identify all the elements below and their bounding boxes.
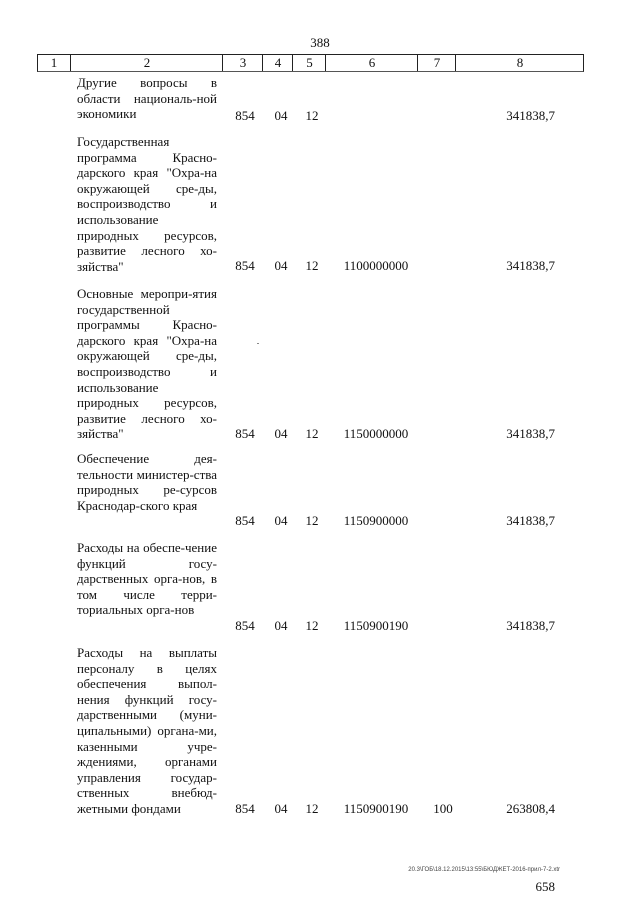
cell-col-6: 1150900000 xyxy=(343,513,409,528)
header-col-5: 5 xyxy=(292,55,326,71)
cell-col-5: 12 xyxy=(305,513,319,528)
cell-col-7: 100 xyxy=(433,801,453,816)
cell-col-5: 12 xyxy=(305,426,319,441)
cell-col-6: 1150900190 xyxy=(343,618,409,633)
cell-col-6 xyxy=(330,108,422,124)
cell-col-8: 341838,7 xyxy=(506,108,555,123)
cell-col-4: 04 xyxy=(274,618,288,633)
row-description: Основные меропри-ятия государственной программы Красно-дарского края "Охра-на окружающей сре-ды, воспроизводство и использование природных ресурсов, развитие лесного хо-зяйства" xyxy=(77,286,217,442)
row-description: Расходы на обеспе-чение функций госу-дарственных орга-нов, в том числе терри-ториальных орга-нов xyxy=(77,540,217,618)
row-description: Государственная программа Красно-дарского края "Охра-на окружающей сре-ды, воспроизводство и использование природных ресурсов, развитие лесного хо-зяйства" xyxy=(77,134,217,274)
cell-col-6: 1150900190 xyxy=(343,801,409,816)
cell-col-8: 341838,7 xyxy=(506,258,555,273)
cell-col-5: 12 xyxy=(305,108,319,123)
cell-col-4: 04 xyxy=(274,801,288,816)
cell-col-6: 1150000000 xyxy=(343,426,409,441)
header-col-2: 2 xyxy=(70,55,223,71)
table-header-row xyxy=(37,54,584,72)
cell-col-7 xyxy=(424,513,462,529)
cell-col-7 xyxy=(424,258,462,274)
cell-col-8: 263808,4 xyxy=(506,801,555,816)
cell-col-4: 04 xyxy=(274,426,288,441)
page-number-top: 388 xyxy=(310,35,330,50)
header-col-7: 7 xyxy=(417,55,456,71)
cell-col-3: 854 xyxy=(235,426,255,441)
row-description: Расходы на выплаты персоналу в целях обеспечения выпол-нения функций госу-дарственными (муни-ципальными) органа-ми, казенными учре-ждениями, органами управления государ-ственных внебюд-жетными фондами xyxy=(77,645,217,816)
cell-col-8: 341838,7 xyxy=(506,618,555,633)
header-col-6: 6 xyxy=(325,55,418,71)
cell-col-8: 341838,7 xyxy=(506,426,555,441)
cell-col-5: 12 xyxy=(305,801,319,816)
cell-col-3: 854 xyxy=(235,801,255,816)
header-col-8: 8 xyxy=(455,55,584,71)
header-col-3: 3 xyxy=(222,55,263,71)
cell-col-3: 854 xyxy=(235,258,255,273)
cell-col-6: 1100000000 xyxy=(343,258,409,273)
cell-col-3: 854 xyxy=(235,513,255,528)
cell-col-7 xyxy=(424,108,462,124)
cell-col-4: 04 xyxy=(274,258,288,273)
cell-col-3: 854 xyxy=(235,618,255,633)
footer-file-reference: 20.3\ГОБ\18.12.2015\13:55\БЮДЖЕТ-2016-прил-7-2.xtr xyxy=(408,867,560,873)
header-col-1: 1 xyxy=(50,55,58,70)
cell-col-5: 12 xyxy=(305,618,319,633)
header-col-4: 4 xyxy=(262,55,293,71)
row-description: Обеспечение дея-тельности министер-ства природных ре-сурсов Краснодар-ского края xyxy=(77,451,217,513)
cell-col-3: 854 xyxy=(235,108,255,123)
cell-col-5: 12 xyxy=(305,258,319,273)
cell-col-7 xyxy=(424,618,462,634)
row-description: Другие вопросы в области националь-ной экономики xyxy=(77,75,217,122)
cell-col-8: 341838,7 xyxy=(506,513,555,528)
cell-col-4: 04 xyxy=(274,108,288,123)
page-number-bottom: 658 xyxy=(535,879,555,894)
scan-speck xyxy=(257,343,259,344)
cell-col-7 xyxy=(424,426,462,442)
cell-col-4: 04 xyxy=(274,513,288,528)
